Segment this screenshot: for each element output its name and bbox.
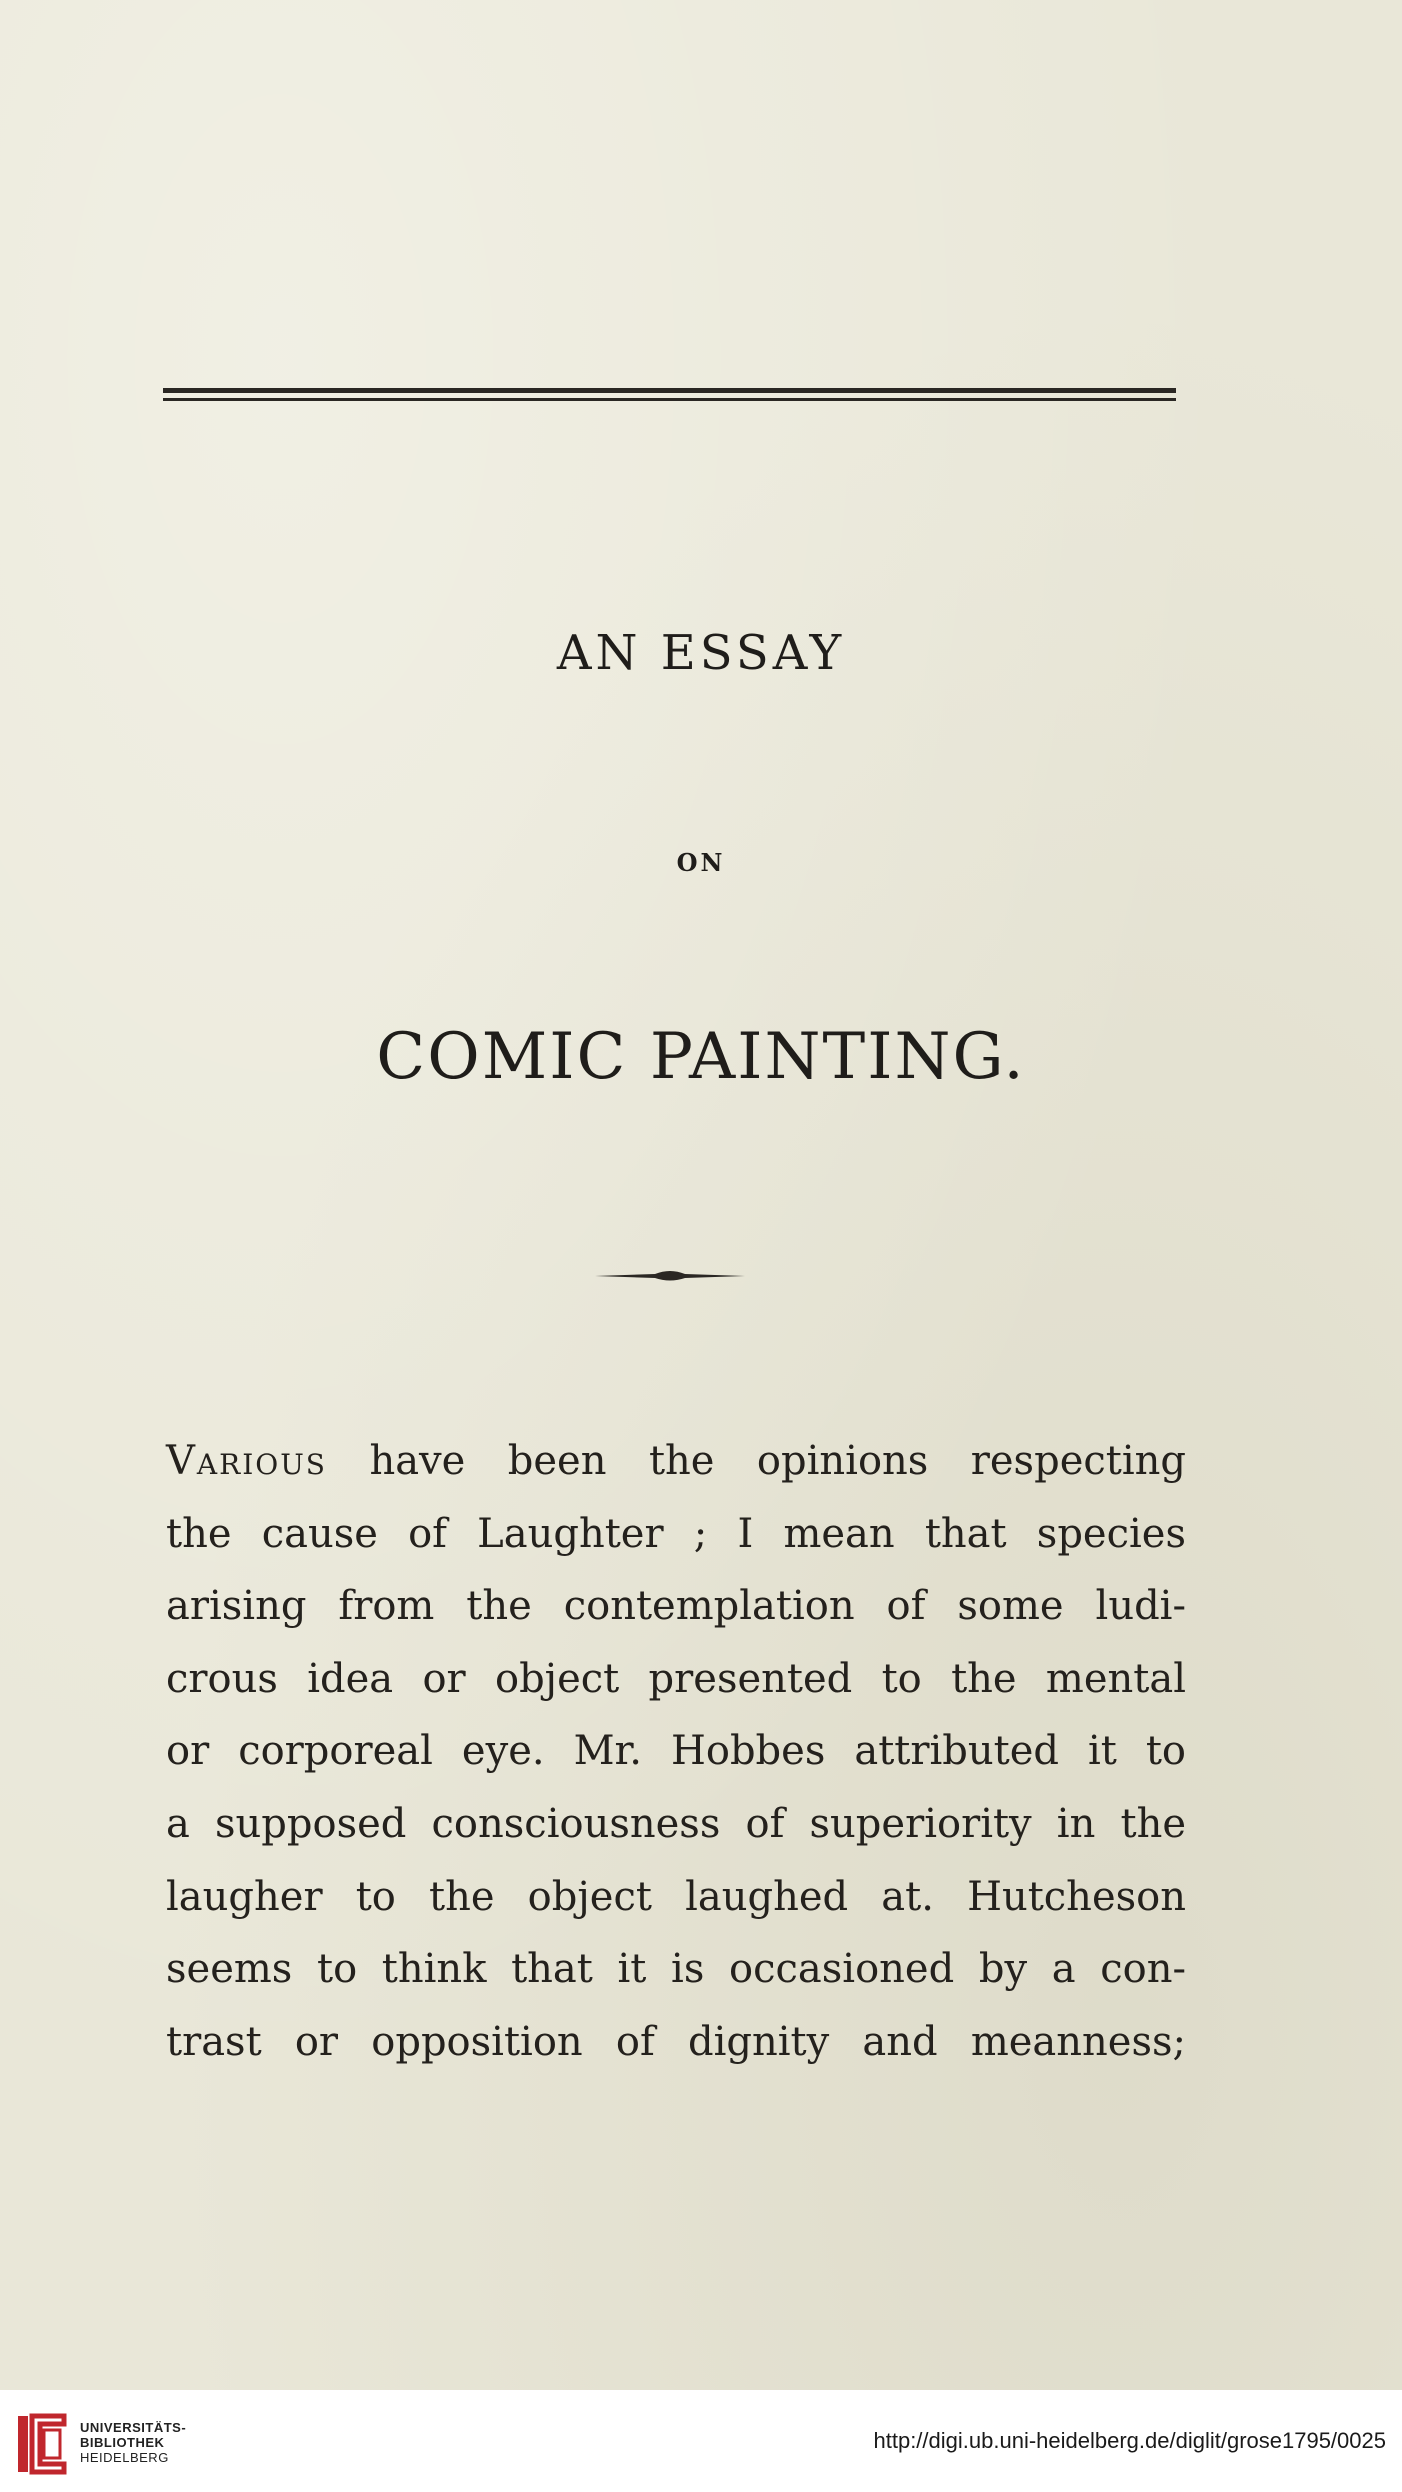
text-line-7: laugher to the object laughed at. Hutcheson [166,1873,1186,1920]
university-library-logo-icon[interactable] [14,2410,70,2478]
body-paragraph [166,1425,1186,2078]
ornament-rule [595,1266,745,1286]
text-line-4: crous idea or object presented to the mental [166,1655,1186,1702]
text-line-1: have been the opinions respecting [326,1438,1186,1484]
double-rule-divider [163,388,1176,404]
library-name-line-3: HEIDELBERG [80,2450,169,2465]
library-name [80,2420,186,2465]
text-line-6: a supposed consciousness of superiority in the [166,1800,1186,1847]
permalink-url[interactable]: http://digi.ub.uni-heidelberg.de/diglit/grose1795/0025 [873,2428,1386,2453]
heading-on: ON [676,848,726,877]
library-name-line-2: BIBLIOTHEK [80,2435,165,2450]
text-line-9: trast or opposition of dignity and meanness; [166,2018,1186,2065]
heading-comic-painting: COMIC PAINTING. [376,1020,1026,1094]
text-line-3: arising from the contemplation of some ludi- [166,1583,1186,1630]
text-line [166,1425,1186,1498]
first-word-small-caps: Various [166,1438,327,1484]
text-line-5: or corporeal eye. Mr. Hobbes attributed it to [166,1728,1186,1775]
heading-an-essay: AN ESSAY [556,625,846,681]
library-name-line-1: UNIVERSITÄTS- [80,2420,187,2435]
text-line-2: the cause of Laughter ; I mean that species [166,1510,1186,1557]
text-line-8: seems to think that it is occasioned by a con- [166,1946,1186,1993]
